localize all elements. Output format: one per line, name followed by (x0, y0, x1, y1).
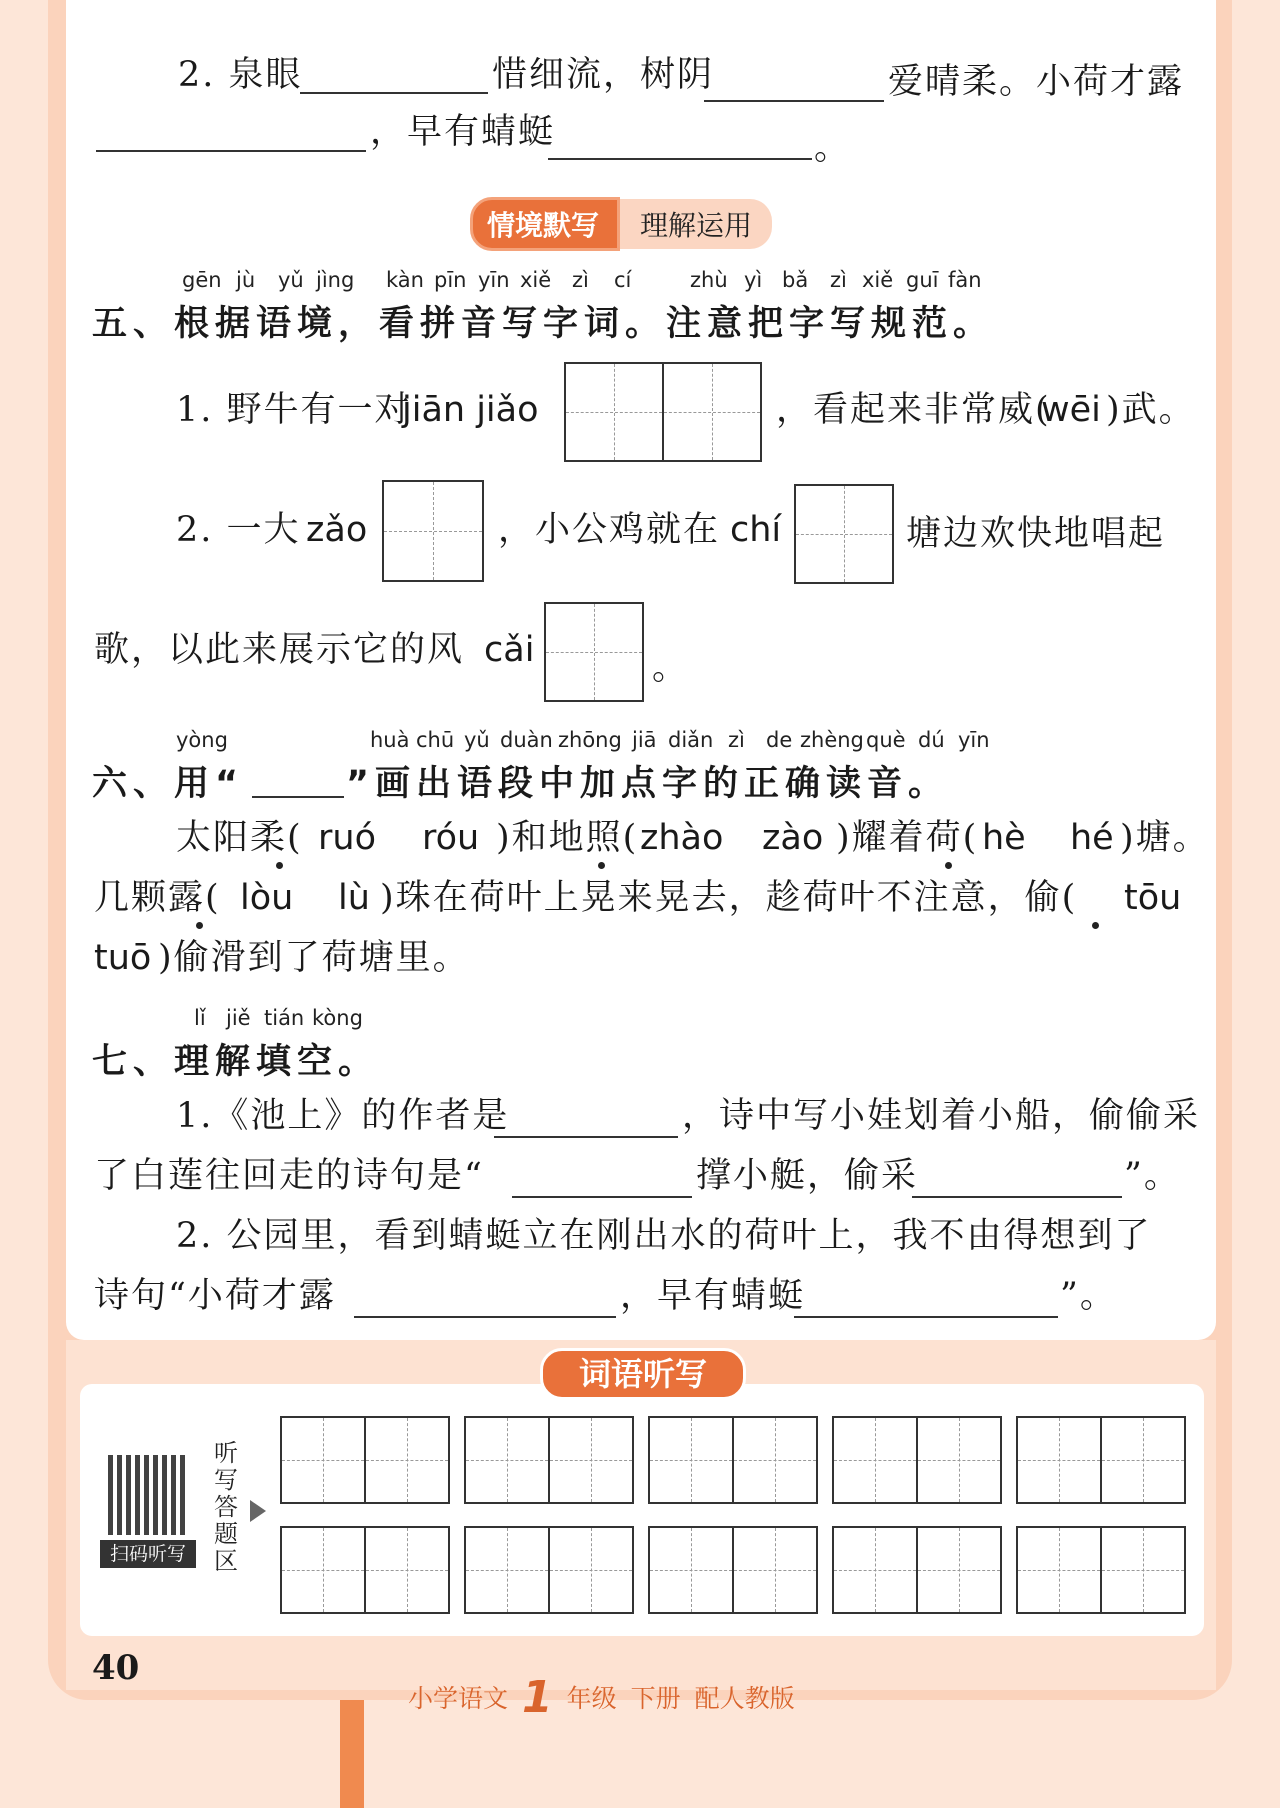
example-underline (252, 796, 344, 798)
pinyin: jiě (226, 1006, 251, 1030)
text: ，看起来非常威( (776, 390, 1051, 430)
footer-edition: 配人教版 (694, 1684, 795, 1713)
text: 惜细流，树阴 (492, 55, 715, 95)
pinyin: kàn (386, 268, 424, 292)
text: 爱晴柔。小荷才露 (888, 62, 1185, 102)
pinyin: fàn (948, 268, 982, 292)
emphasis-dot (196, 922, 203, 929)
text: )偷滑到了荷塘里。 (158, 938, 470, 978)
pinyin: yòng (176, 728, 228, 752)
text: )耀着荷( (836, 818, 979, 858)
reading-option[interactable]: tōu (1124, 878, 1182, 918)
pinyin-inline: cǎi (484, 630, 535, 670)
answer-blank[interactable] (512, 1196, 692, 1198)
reading-option[interactable]: hé (1070, 818, 1114, 858)
pinyin: yīn (958, 728, 990, 752)
pinyin: jiā (632, 728, 657, 752)
text: )珠在荷叶上晃来晃去，趁荷叶不注意，偷( (380, 878, 1078, 918)
pinyin: tián (264, 1006, 305, 1030)
pinyin: diǎn (668, 728, 714, 752)
banner-right: 理解运用 (620, 199, 772, 249)
text: 2. 泉眼 (178, 55, 303, 95)
emphasis-dot (598, 862, 605, 869)
footer-volume: 下册 (630, 1684, 681, 1713)
writing-grid[interactable] (382, 480, 484, 582)
text: 2. 一大 (176, 510, 301, 550)
answer-blank[interactable] (354, 1316, 616, 1318)
qr-label: 扫码听写 (100, 1540, 196, 1568)
pinyin: chū (416, 728, 455, 752)
pinyin: jìng (316, 268, 355, 292)
text: 。 (652, 648, 690, 688)
text: ，小公鸡就在 (498, 510, 721, 550)
reading-option[interactable]: lòu (240, 878, 294, 918)
reading-option[interactable]: lù (338, 878, 370, 918)
answer-blank[interactable] (912, 1196, 1122, 1198)
pinyin: dú (918, 728, 945, 752)
pinyin: bǎ (782, 268, 809, 292)
text: 。 (814, 128, 852, 168)
pinyin: duàn (500, 728, 553, 752)
dictation-grid[interactable] (280, 1526, 450, 1614)
emphasis-dot (945, 862, 952, 869)
page-tab (340, 1700, 364, 1808)
writing-grid[interactable] (794, 484, 894, 584)
pinyin: yì (744, 268, 763, 292)
text: ，早有蜻蜓 (370, 112, 556, 152)
pinyin: de (766, 728, 793, 752)
reading-option[interactable]: ruó (318, 818, 376, 858)
text: 了白莲往回走的诗句是“ (94, 1156, 484, 1196)
text: 歌，以此来展示它的风 (94, 630, 465, 670)
pinyin: què (866, 728, 906, 752)
dictation-grid[interactable] (1016, 1526, 1186, 1614)
pinyin: yīn (478, 268, 510, 292)
pinyin: zhōng (558, 728, 622, 752)
dictation-grid[interactable] (280, 1416, 450, 1504)
pinyin-inline: zǎo (306, 510, 368, 550)
dictation-grid[interactable] (464, 1526, 634, 1614)
pinyin-inline: chí (730, 510, 782, 550)
footer-label (408, 1671, 795, 1723)
dictation-grid[interactable] (464, 1416, 634, 1504)
text: 撑小艇，偷采 (696, 1156, 919, 1196)
text: ”。 (1060, 1276, 1117, 1316)
page-number: 40 (92, 1648, 140, 1688)
pinyin: yǔ (278, 268, 304, 292)
pinyin: xiě (520, 268, 552, 292)
pinyin: zì (572, 268, 589, 292)
banner-left: 情境默写 (470, 197, 620, 251)
pinyin: pīn (434, 268, 467, 292)
answer-area-label: 听写答题区 (214, 1439, 238, 1575)
answer-blank[interactable] (794, 1316, 1058, 1318)
pinyin: zhù (690, 268, 728, 292)
pinyin: zhèng (800, 728, 864, 752)
pinyin: yǔ (464, 728, 490, 752)
answer-blank[interactable] (494, 1136, 678, 1138)
text: ，诗中写小娃划着小船，偷偷采 (682, 1096, 1201, 1136)
pinyin: gēn (182, 268, 222, 292)
dictation-grid[interactable] (648, 1416, 818, 1504)
pinyin-inline: wēi (1041, 390, 1101, 430)
footer-subject: 小学语文 (408, 1684, 509, 1713)
text: )武。 (1106, 390, 1196, 430)
qr-code-icon[interactable] (108, 1455, 188, 1535)
pinyin: xiě (862, 268, 894, 292)
pinyin: zì (830, 268, 847, 292)
text: 几颗露( (94, 878, 221, 918)
answer-blank[interactable] (704, 100, 884, 102)
text: 2. 公园里，看到蜻蜓立在刚出水的荷叶上，我不由得想到了 (176, 1216, 1152, 1256)
pinyin: guī (906, 268, 939, 292)
text: 1. 野牛有一对 (176, 390, 412, 430)
footer-grade: 年级 (566, 1684, 617, 1713)
pinyin: huà (370, 728, 410, 752)
answer-blank[interactable] (548, 158, 812, 160)
pinyin: cí (614, 268, 632, 292)
dictation-title: 词语听写 (540, 1348, 746, 1400)
arrow-right-icon (250, 1500, 266, 1522)
writing-grid[interactable] (564, 362, 762, 462)
emphasis-dot (276, 862, 283, 869)
answer-blank[interactable] (96, 150, 366, 152)
question-title: ”画出语段中加点字的正确读音。 (346, 764, 950, 804)
reading-option[interactable]: zào (762, 818, 824, 858)
reading-option[interactable]: zhào (640, 818, 724, 858)
text: 太阳柔( (176, 818, 303, 858)
dictation-grid[interactable] (832, 1526, 1002, 1614)
pinyin: kòng (312, 1006, 363, 1030)
question-title: 五、根据语境，看拼音写字词。注意把字写规范。 (92, 304, 995, 344)
text: 塘边欢快地唱起 (906, 514, 1166, 554)
emphasis-dot (1092, 922, 1099, 929)
dictation-grid[interactable] (832, 1416, 1002, 1504)
reading-option[interactable]: tuō (94, 938, 152, 978)
reading-option[interactable]: hè (982, 818, 1026, 858)
pinyin: zì (728, 728, 745, 752)
pinyin-inline: jiān jiǎo (402, 390, 539, 430)
text: ”。 (1124, 1156, 1181, 1196)
reading-option[interactable]: róu (422, 818, 480, 858)
writing-grid[interactable] (544, 602, 644, 702)
text: )塘。 (1120, 818, 1210, 858)
dictation-grid[interactable] (648, 1526, 818, 1614)
dictation-grid[interactable] (1016, 1416, 1186, 1504)
question-title: 七、理解填空。 (92, 1042, 380, 1082)
text: 1.《池上》的作者是 (176, 1096, 510, 1136)
pinyin: lǐ (194, 1006, 206, 1030)
text: ，早有蜻蜓 (620, 1276, 806, 1316)
section-banner (470, 203, 772, 245)
answer-blank[interactable] (300, 92, 488, 94)
question-title: 六、用“ (92, 764, 245, 804)
text: 诗句“小荷才露 (94, 1276, 336, 1316)
pinyin: jù (236, 268, 256, 292)
text: )和地照( (496, 818, 639, 858)
footer-grade-number: 1 (522, 1671, 553, 1723)
